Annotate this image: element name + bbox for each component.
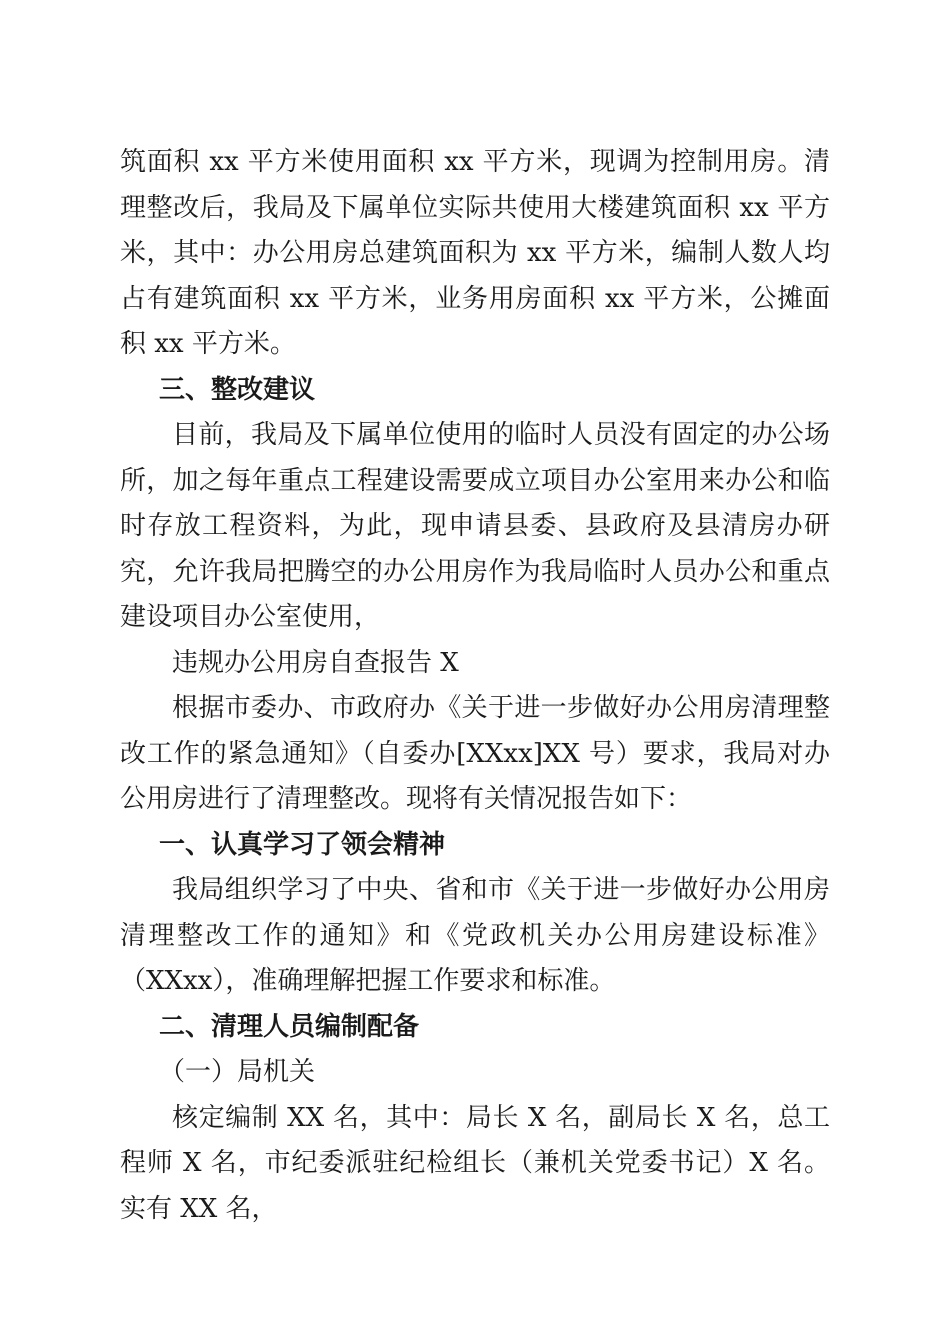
heading-rectification-suggestions: 三、整改建议 xyxy=(159,374,316,405)
report-title: 违规办公用房自查报告 X xyxy=(172,647,459,678)
paragraph-staffing: 核定编制 XX 名，其中：局长 X 名，副局长 X 名，总工程师 X 名，市纪委派驻纪检组长（兼机关党委书记）X 名。实有 XX 名， xyxy=(120,1102,830,1224)
document-body xyxy=(120,140,830,1232)
subheading-bureau-office: （一）局机关 xyxy=(159,1057,316,1087)
heading-staffing: 二、清理人员编制配备 xyxy=(159,1011,420,1042)
paragraph-area-summary: 筑面积 xx 平方米使用面积 xx 平方米，现调为控制用房。清理整改后，我局及下属单位实际共使用大楼建筑面积 xx 平方米，其中：办公用房总建筑面积为 xx 平方米，编制人数人均占有建筑面积 xx 平方米，业务用房面积 xx 平方米，公摊面积 xx 平方米。 xyxy=(120,147,830,359)
heading-study-spirit: 一、认真学习了领会精神 xyxy=(159,829,446,860)
paragraph-intro: 根据市委办、市政府办《关于进一步做好办公用房清理整改工作的紧急通知》（自委办[XXxx]XX 号）要求，我局对办公用房进行了清理整改。现将有关情况报告如下： xyxy=(120,693,830,814)
paragraph-suggestion: 目前，我局及下属单位使用的临时人员没有固定的办公场所，加之每年重点工程建设需要成立项目办公室用来办公和临时存放工程资料，为此，现申请县委、县政府及县清房办研究，允许我局把腾空的办公用房作为我局临时人员办公和重点建设项目办公室使用， xyxy=(120,420,830,632)
paragraph-study: 我局组织学习了中央、省和市《关于进一步做好办公用房清理整改工作的通知》和《党政机关办公用房建设标准》（XXxx），准确理解把握工作要求和标准。 xyxy=(120,875,830,996)
